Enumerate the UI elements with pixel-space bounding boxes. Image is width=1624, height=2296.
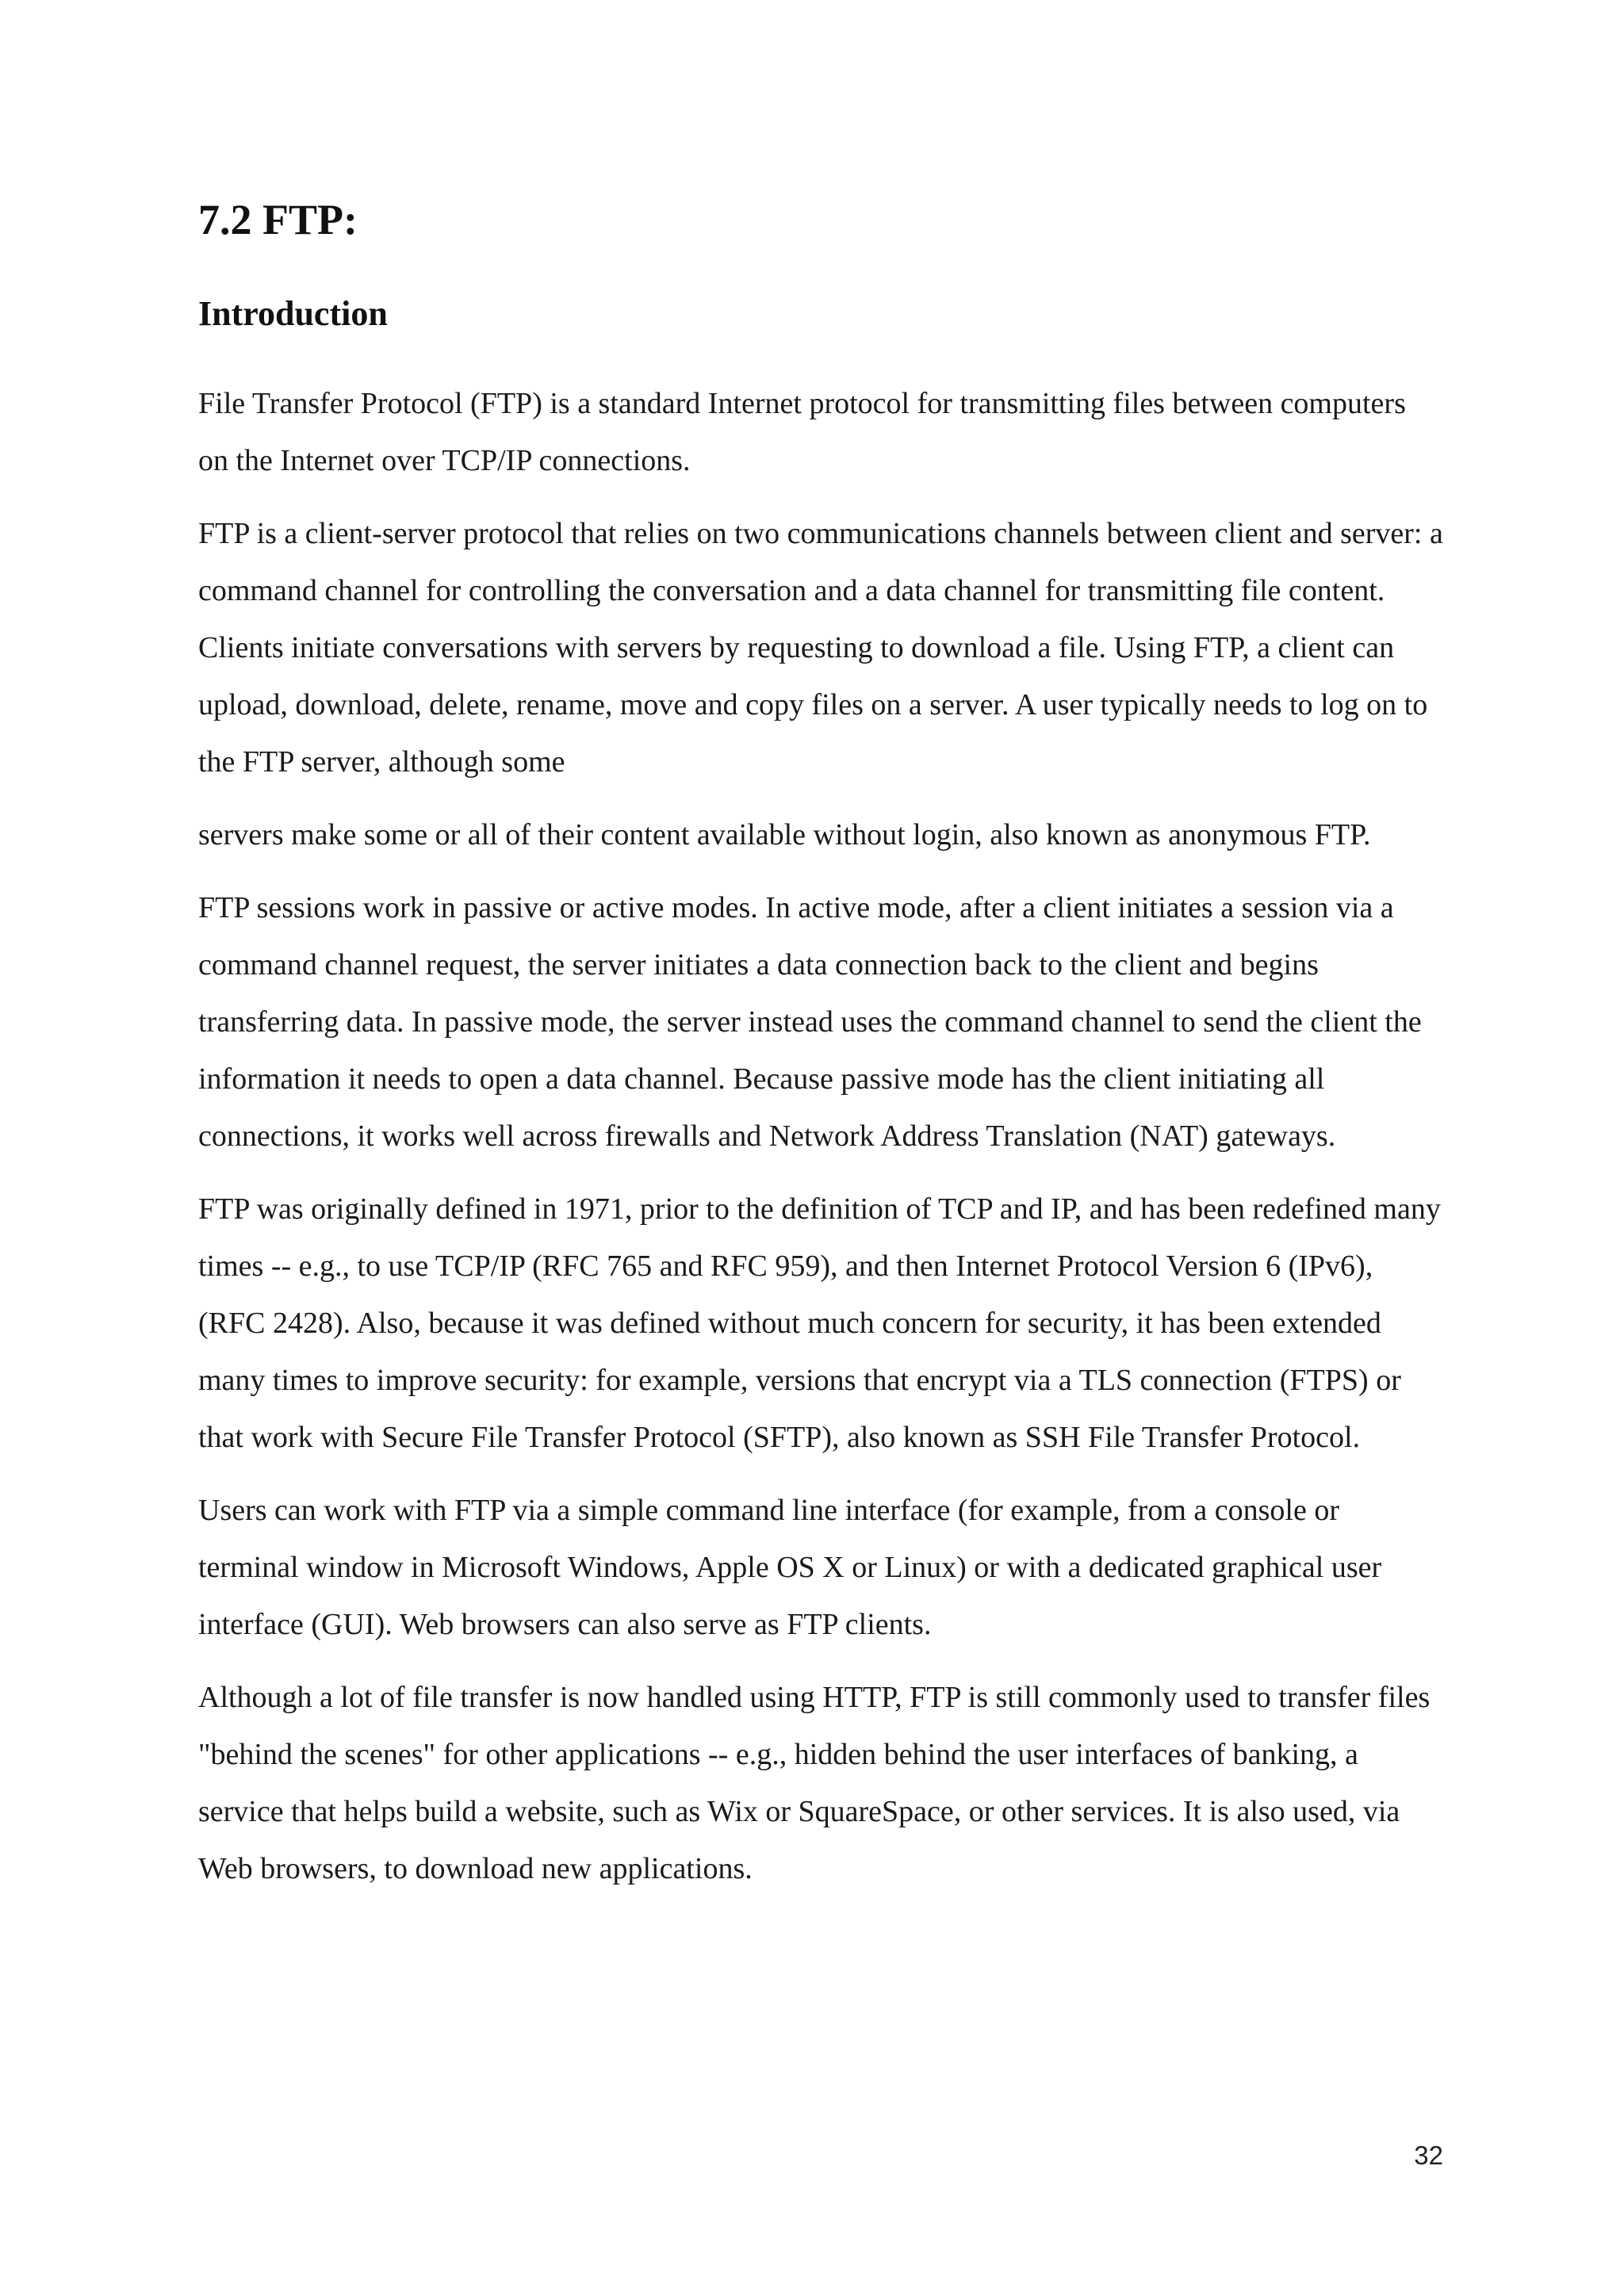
paragraph-history: FTP was originally defined in 1971, prior to the definition of TCP and IP, and has been redefined many times -- e.g., to use TCP/IP (RFC 765 and RFC 959), and then Internet Protocol Version 6 (IPv6), (RFC 2428). Also, because it was defined without much concern for security, it has been extended many times to improve security: for example, versions that encrypt via a TLS connection (FTPS) or that work with Secure File Transfer Protocol (SFTP), also known as SSH File Transfer Protocol. bbox=[198, 1192, 1441, 1454]
paragraph-usage: Although a lot of file transfer is now handled using HTTP, FTP is still commonly used to transfer files "behind the scenes" for other applications -- e.g., hidden behind the user interfaces of banking, a service that helps build a website, such as Wix or SquareSpace, or other services. It is also used, via Web browsers, to download new applications. bbox=[198, 1680, 1431, 1885]
subsection-heading: Introduction bbox=[198, 293, 388, 333]
page-content bbox=[198, 194, 1443, 1913]
paragraph-client-server: FTP is a client-server protocol that relies on two communications channels between client and server: a command channel for controlling the conversation and a data channel for transmitting file content. Clients initiate conversations with servers by requesting to download a file. Using FTP, a client can upload, download, delete, rename, move and copy files on a server. A user typically needs to log on to the FTP server, although some bbox=[198, 516, 1443, 779]
paragraph-modes: FTP sessions work in passive or active modes. In active mode, after a client initiates a session via a command channel request, the server initiates a data connection back to the client and begins transferring data. In passive mode, the server instead uses the command channel to send the client the information it needs to open a data channel. Because passive mode has the client initiating all connections, it works well across firewalls and Network Address Translation (NAT) gateways. bbox=[198, 890, 1422, 1153]
paragraph-anonymous-ftp: servers make some or all of their content available without login, also known as anonymous FTP. bbox=[198, 817, 1371, 851]
section-heading: 7.2 FTP: bbox=[198, 196, 358, 243]
paragraph-interfaces: Users can work with FTP via a simple command line interface (for example, from a console or terminal window in Microsoft Windows, Apple OS X or Linux) or with a dedicated graphical user interface (GUI). Web browsers can also serve as FTP clients. bbox=[198, 1493, 1382, 1641]
paragraph-ftp-definition: File Transfer Protocol (FTP) is a standard Internet protocol for transmitting files between computers on the Internet over TCP/IP connections. bbox=[198, 386, 1406, 477]
page-number: 32 bbox=[1414, 2141, 1443, 2170]
